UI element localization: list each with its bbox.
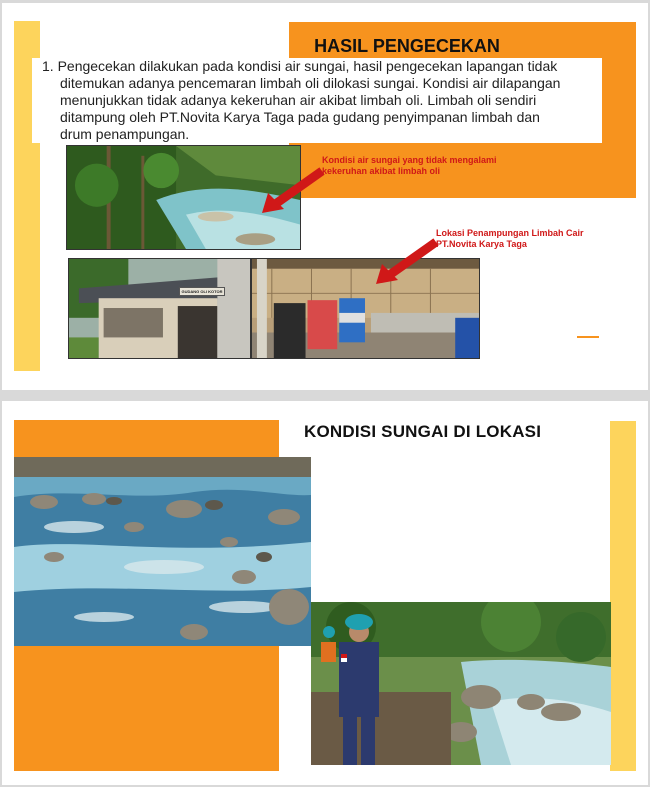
red-arrow-storage <box>374 236 444 291</box>
orange-bottom-block <box>14 646 279 771</box>
orange-dash-decoration <box>577 336 599 338</box>
oil-drum-storage-photo <box>251 258 480 359</box>
red-arrow-river <box>260 163 330 218</box>
slide1-paragraph: 1. Pengecekan dilakukan pada kondisi air sungai, hasil pengecekan lapangan tidak ditemukan adanya pencemaran limbah oli dilokasi sungai. Kondisi air dilapangan menunjukkan tidak adanya kekeruhan air akibat limbah oli. Limbah oli sendiri ditampung oleh PT.Novita Karya Taga pada gudang penyimpanan limbah dan drum penampungan. <box>42 58 561 142</box>
slide2-title: KONDISI SUNGAI DI LOKASI <box>304 422 542 441</box>
field-officer-photo <box>311 602 611 765</box>
river-rapids-photo <box>14 457 311 646</box>
slide-kondisi-sungai <box>2 401 648 785</box>
yellow-right-bar <box>610 421 636 771</box>
storage-building-photo <box>68 258 251 359</box>
annotation-storage-caption: Lokasi Penampungan Limbah Cair PT.Novita Karya Taga <box>436 228 584 249</box>
building-sign: GUDANG OLI KOTOR <box>179 287 225 296</box>
annotation-river-caption: Kondisi air sungai yang tidak mengalami kekeruhan akibat limbah oli <box>322 155 497 176</box>
slide-hasil-pengecekan <box>2 3 648 390</box>
slide1-title: HASIL PENGECEKAN <box>314 36 500 56</box>
orange-top-block <box>14 420 279 457</box>
